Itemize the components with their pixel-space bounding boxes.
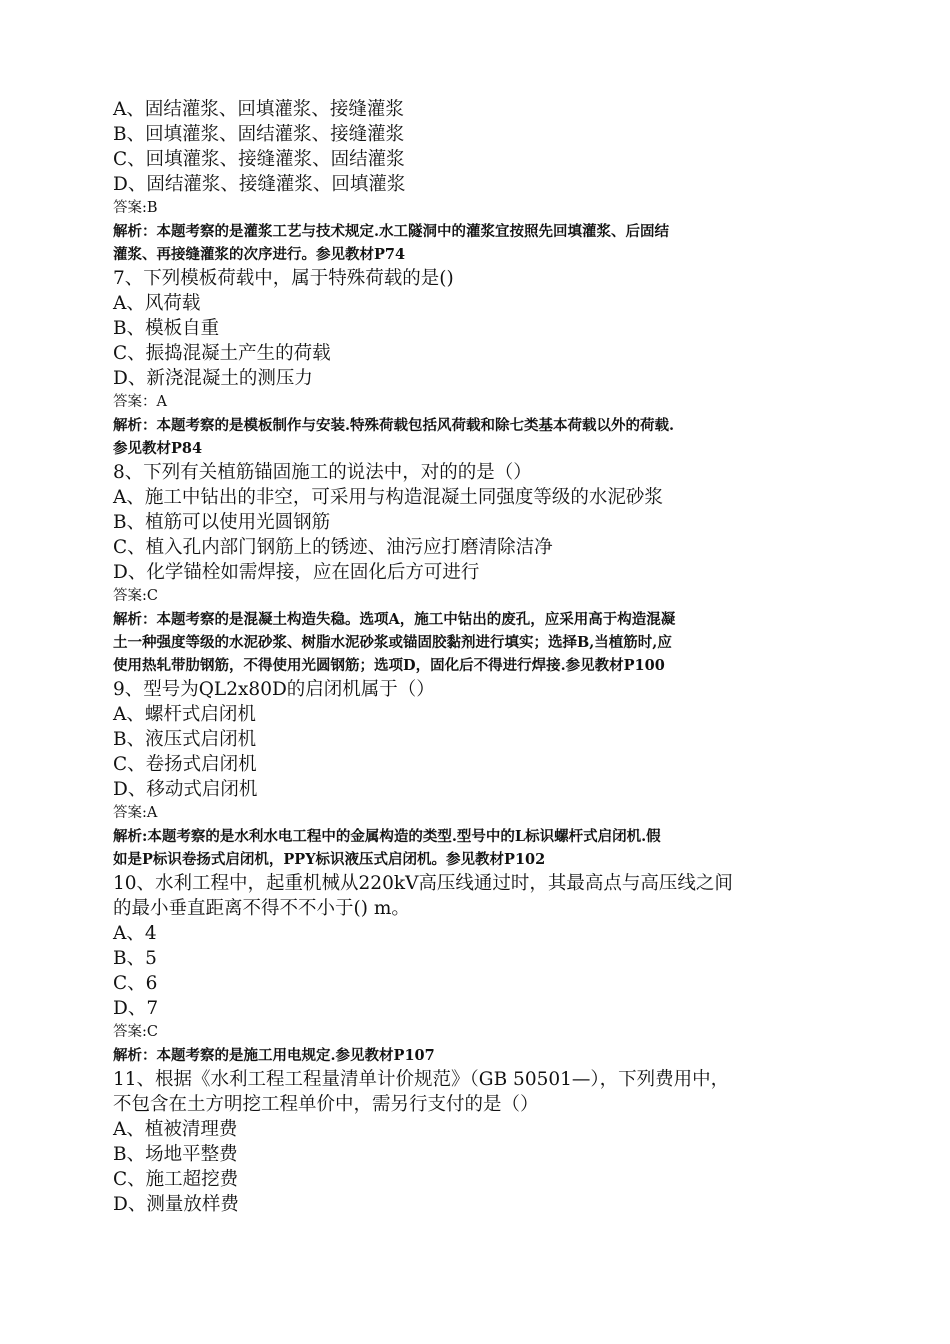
question-line: 10、水利工程中，起重机械从220kV高压线通过时，其最高点与高压线之间	[113, 873, 733, 894]
option-line: B、模板自重	[113, 318, 220, 339]
answer-line: 答案：A	[113, 394, 167, 410]
option-line: B、液压式启闭机	[113, 729, 257, 750]
option-line: C、植入孔内部门钢筋上的锈迹、油污应打磨清除洁净	[113, 537, 553, 558]
option-line: A、螺杆式启闭机	[113, 704, 256, 725]
question-line: 的最小垂直距离不得不不小于() m。	[113, 898, 410, 919]
option-line: C、卷扬式启闭机	[113, 754, 257, 775]
explanation-line: 解析：本题考察的是模板制作与安装.特殊荷载包括风荷载和除七类基本荷载以外的荷载.	[113, 417, 675, 434]
question-line: 9、型号为QL2x80D的启闭机属于（）	[113, 679, 435, 700]
option-line: B、5	[113, 948, 157, 969]
answer-line: 答案:B	[113, 200, 158, 216]
explanation-line: 如是P标识卷扬式启闭机，PPY标识液压式启闭机。参见教材P102	[113, 851, 546, 868]
option-line: C、回填灌浆、接缝灌浆、固结灌浆	[113, 149, 405, 170]
option-line: D、移动式启闭机	[113, 779, 258, 800]
option-line: C、施工超挖费	[113, 1169, 239, 1190]
answer-line: 答案:C	[113, 588, 158, 604]
explanation-line: 参见教材P84	[113, 440, 203, 457]
explanation-line: 解析：本题考察的是施工用电规定.参见教材P107	[113, 1047, 435, 1064]
option-line: B、植筋可以使用光圆钢筋	[113, 512, 331, 533]
option-line: D、新浇混凝土的测压力	[113, 368, 313, 389]
option-line: B、场地平整费	[113, 1144, 238, 1165]
explanation-line: 土一种强度等级的水泥砂浆、树脂水泥砂浆或锚固胶黏剂进行填实；选择B,当植筋时,应	[113, 634, 672, 651]
option-line: C、振捣混凝土产生的荷载	[113, 343, 331, 364]
option-line: A、风荷载	[113, 293, 201, 314]
explanation-line: 灌浆、再接缝灌浆的次序进行。参见教材P74	[113, 246, 406, 263]
explanation-line: 解析：本题考察的是灌浆工艺与技术规定.水工隧洞中的灌浆宜按照先回填灌浆、后固结	[113, 223, 670, 240]
explanation-line: 解析：本题考察的是混凝土构造失稳。选项A，施工中钻出的废孔，应采用高于构造混凝	[113, 611, 676, 628]
option-line: B、回填灌浆、固结灌浆、接缝灌浆	[113, 124, 405, 145]
question-line: 不包含在土方明挖工程单价中，需另行支付的是（）	[113, 1094, 539, 1115]
option-line: D、固结灌浆、接缝灌浆、回填灌浆	[113, 174, 406, 195]
explanation-line: 使用热轧带肋钢筋，不得使用光圆钢筋；选项D，固化后不得进行焊接.参见教材P100	[113, 657, 665, 674]
option-line: A、植被清理费	[113, 1119, 238, 1140]
option-line: C、6	[113, 973, 158, 994]
option-line: A、4	[113, 923, 157, 944]
page-content	[113, 97, 863, 1217]
answer-line: 答案:C	[113, 1024, 158, 1040]
option-line: D、化学锚栓如需焊接，应在固化后方可进行	[113, 562, 480, 583]
question-line: 7、下列模板荷载中，属于特殊荷载的是()	[113, 268, 454, 289]
question-line: 11、根据《水利工程工程量清单计价规范》（GB 50501—），下列费用中，	[113, 1069, 730, 1090]
answer-line: 答案:A	[113, 805, 158, 821]
option-line: D、7	[113, 998, 159, 1019]
explanation-line: 解析:本题考察的是水利水电工程中的金属构造的类型.型号中的L标识螺杆式启闭机.假	[113, 828, 661, 845]
question-line: 8、下列有关植筋锚固施工的说法中，对的的是（）	[113, 462, 532, 483]
option-line: A、施工中钻出的非空，可采用与构造混凝土同强度等级的水泥砂浆	[113, 487, 663, 508]
option-line: A、固结灌浆、回填灌浆、接缝灌浆	[113, 99, 404, 120]
option-line: D、测量放样费	[113, 1194, 239, 1215]
